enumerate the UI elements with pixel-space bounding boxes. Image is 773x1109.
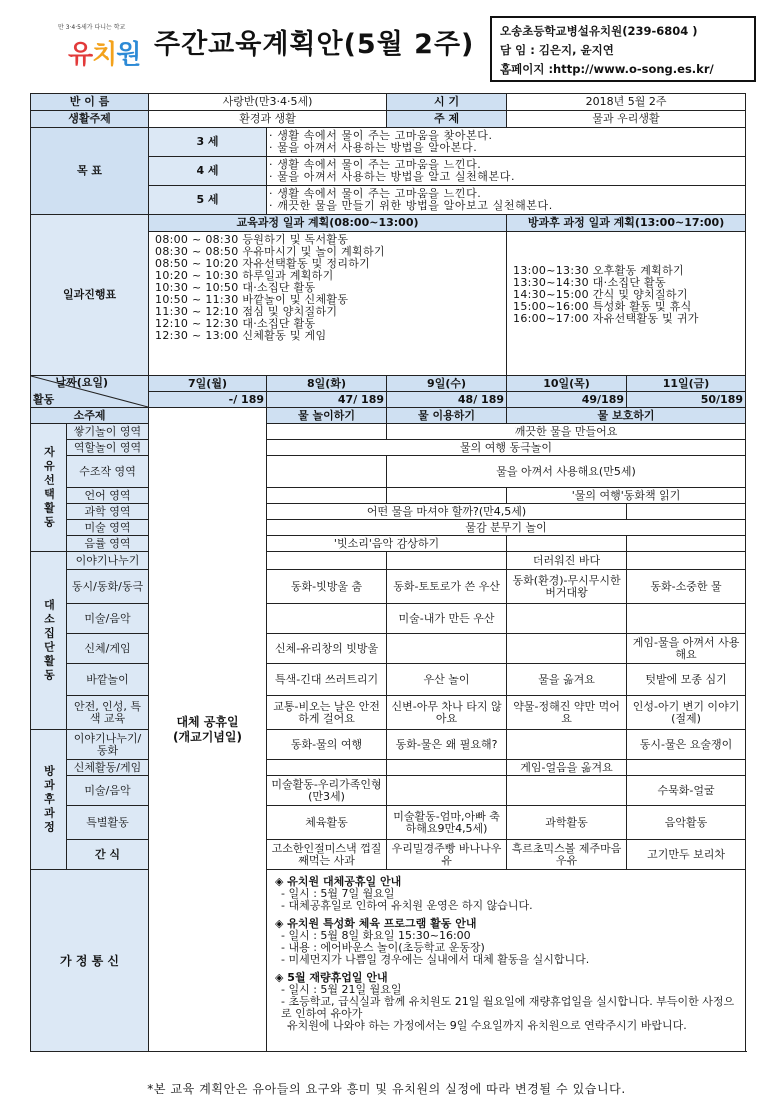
schedule-header-row xyxy=(31,215,746,232)
count-wed: 48/ 189 xyxy=(387,392,507,408)
notice-title-closure: ◈ 5월 재량휴업일 안내 xyxy=(275,971,388,984)
goal-age-3: 3 세 xyxy=(149,128,267,157)
snack-fri: 고기만두 보리차 xyxy=(627,840,746,870)
schedule-label: 일과진행표 xyxy=(31,215,149,376)
free-science-text: 어떤 물을 마셔야 할까?(만4,5세) xyxy=(267,504,627,520)
schedule-item: 13:00~13:30 오후활동 계획하기 xyxy=(513,264,684,277)
life-theme-value: 환경과 생활 xyxy=(149,111,387,128)
day-header-row xyxy=(31,376,746,392)
notice-label: 가 정 통 신 xyxy=(31,870,149,1052)
holiday-cell xyxy=(149,408,267,1052)
area-outdoor: 바깥놀이 xyxy=(67,664,149,696)
empty-cell xyxy=(387,488,507,504)
after-talk-tue: 동화-물의 여행 xyxy=(267,730,387,760)
empty-cell xyxy=(627,536,746,552)
talk-tue xyxy=(267,552,387,570)
count-mon: -/ 189 xyxy=(149,392,267,408)
physical-fri: 게임-물을 아껴서 사용해요 xyxy=(627,634,746,664)
area-after-art: 미술/음악 xyxy=(67,776,149,806)
notice-title-holiday: ◈ 유치원 대체공휴일 안내 xyxy=(275,875,402,888)
after-art-wed xyxy=(387,776,507,806)
outdoor-fri: 텃밭에 모종 심기 xyxy=(627,664,746,696)
free-row-math xyxy=(31,456,746,488)
notice-line: - 일시 : 5월 7일 월요일 xyxy=(281,887,395,900)
after-special-thu: 과학활동 xyxy=(507,806,627,840)
area-role: 역할놀이 영역 xyxy=(67,440,149,456)
safety-wed: 신변-아무 차나 타지 않아요 xyxy=(387,696,507,730)
after-art-thu xyxy=(507,776,627,806)
area-art: 미술 영역 xyxy=(67,520,149,536)
goal-line: · 생활 속에서 물이 주는 고마움을 느낀다. xyxy=(269,187,482,200)
school-name: 오송초등학교병설유치원(239-6804 ) xyxy=(500,24,698,38)
outdoor-wed: 우산 놀이 xyxy=(387,664,507,696)
after-physical-tue xyxy=(267,760,387,776)
logo-mark xyxy=(68,34,140,71)
schedule-item: 08:50 ~ 10:20 자유선택활동 및 정리하기 xyxy=(155,257,371,270)
area-block: 쌓기놀이 영역 xyxy=(67,424,149,440)
story-thu: 동화(환경)-무시무시한 버거대왕 xyxy=(507,570,627,604)
date-activity-corner xyxy=(31,376,149,408)
corner-date-label: 날짜(요일) xyxy=(55,376,109,389)
holiday-note: (개교기념일) xyxy=(173,729,242,744)
logo-char-3: 원 xyxy=(116,40,141,70)
after-school-label: 방과후과정 xyxy=(31,730,67,870)
logo-tagline: 만 3·4·5세가 다니는 학교 xyxy=(58,24,126,31)
page-title: 주간교육계획안(5월 2주) xyxy=(154,29,475,60)
after-art-fri: 수묵화-얼굴 xyxy=(627,776,746,806)
group-activity-label: 대소집단활동 xyxy=(31,552,67,730)
schedule-item: 08:30 ~ 08:50 우유마시기 및 놀이 계획하기 xyxy=(155,245,385,258)
day-mon: 7일(월) xyxy=(149,376,267,392)
after-physical-fri xyxy=(627,760,746,776)
schedule-item: 10:20 ~ 10:30 하루일과 계획하기 xyxy=(155,269,334,282)
area-music: 음률 영역 xyxy=(67,536,149,552)
notice-row xyxy=(31,870,746,1052)
story-fri: 동화-소중한 물 xyxy=(627,570,746,604)
after-row-art xyxy=(31,776,746,806)
weekly-plan-table xyxy=(30,93,746,1052)
page-header xyxy=(30,14,745,84)
free-row-role xyxy=(31,440,746,456)
group-row-talk xyxy=(31,552,746,570)
area-talk: 이야기나누기 xyxy=(67,552,149,570)
schedule-item: 10:50 ~ 11:30 바깥놀이 및 신체활동 xyxy=(155,293,349,306)
goal-text-5 xyxy=(267,186,746,215)
afternoon-schedule xyxy=(507,232,746,376)
free-row-block xyxy=(31,424,746,440)
area-safety: 안전, 인성, 특색 교육 xyxy=(67,696,149,730)
life-theme-label: 생활주제 xyxy=(31,111,149,128)
artmusic-thu xyxy=(507,604,627,634)
school-info-box xyxy=(490,16,756,82)
morning-schedule xyxy=(149,232,507,376)
period-label: 시 기 xyxy=(387,94,507,111)
safety-fri: 인성-아기 변기 이야기(절제) xyxy=(627,696,746,730)
goals-label: 목 표 xyxy=(31,128,149,215)
goal-row-3 xyxy=(31,128,746,157)
notice-line: - 내용 : 에어바운스 놀이(초등학교 운동장) xyxy=(281,941,485,954)
safety-thu: 약물-정해진 약만 먹어요 xyxy=(507,696,627,730)
free-role-text: 물의 여행 동극놀이 xyxy=(267,440,746,456)
notice-line: - 대체공휴일로 인하여 유치원 운영은 하지 않습니다. xyxy=(281,899,533,912)
goal-text-3 xyxy=(267,128,746,157)
afternoon-schedule-header: 방과후 과정 일과 계획(13:00~17:00) xyxy=(507,215,746,232)
schedule-item: 10:30 ~ 10:50 대·소집단 활동 xyxy=(155,281,316,294)
physical-thu xyxy=(507,634,627,664)
schedule-item: 16:00~17:00 자유선택활동 및 귀가 xyxy=(513,312,699,325)
notice-title-pe: ◈ 유치원 특성화 체육 프로그램 활동 안내 xyxy=(275,917,477,930)
schedule-item: 08:00 ~ 08:30 등원하기 및 독서활동 xyxy=(155,233,349,246)
teacher-names: 담 임 : 김은지, 윤지연 xyxy=(500,43,614,57)
area-physical: 신체/게임 xyxy=(67,634,149,664)
goal-text-4 xyxy=(267,157,746,186)
goal-line: · 생활 속에서 물이 주는 고마움을 느낀다. xyxy=(269,158,482,171)
snack-thu: 흑르초믹스볼 제주마음우유 xyxy=(507,840,627,870)
notice-line: - 초등학교, 급식실과 함께 유치원도 21일 월요일에 재량휴업일을 실시합니다. 부득이한 사정으로 인하여 유아가 xyxy=(281,995,735,1020)
free-math-text: 물을 아껴서 사용해요(만5세) xyxy=(387,456,746,488)
day-fri: 11일(금) xyxy=(627,376,746,392)
notice-line: - 일시 : 5월 8일 화요일 15:30~16:00 xyxy=(281,929,471,942)
story-tue: 동화-빗방울 춤 xyxy=(267,570,387,604)
count-thu: 49/189 xyxy=(507,392,627,408)
outdoor-thu: 물을 옮겨요 xyxy=(507,664,627,696)
subtheme-2: 물 이용하기 xyxy=(387,408,507,424)
outdoor-tue: 특색-긴대 쓰러트리기 xyxy=(267,664,387,696)
day-wed: 9일(수) xyxy=(387,376,507,392)
logo-char-2: 치 xyxy=(92,40,117,70)
subtheme-3: 물 보호하기 xyxy=(507,408,746,424)
schedule-item: 14:30~15:00 간식 및 양치질하기 xyxy=(513,288,688,301)
group-row-safety xyxy=(31,696,746,730)
free-row-music xyxy=(31,536,746,552)
goal-line: · 생활 속에서 물이 주는 고마움을 찾아본다. xyxy=(269,129,493,142)
group-row-outdoor xyxy=(31,664,746,696)
notice-line: - 일시 : 5월 21일 월요일 xyxy=(281,983,402,996)
subtheme-label: 소주제 xyxy=(31,408,149,424)
goal-line: · 물을 아껴서 사용하는 방법을 알아본다. xyxy=(269,141,478,154)
talk-fri xyxy=(627,552,746,570)
after-physical-thu: 게임-얼음을 옮겨요 xyxy=(507,760,627,776)
notice-content xyxy=(267,870,746,1052)
count-fri: 50/189 xyxy=(627,392,746,408)
group-row-artmusic xyxy=(31,604,746,634)
artmusic-tue xyxy=(267,604,387,634)
talk-wed xyxy=(387,552,507,570)
theme-value: 물과 우리생활 xyxy=(507,111,746,128)
empty-cell xyxy=(627,504,746,520)
notice-line: - 미세먼지가 나쁨일 경우에는 실내에서 대체 활동을 실시합니다. xyxy=(281,953,590,966)
physical-tue: 신체-유리창의 빗방울 xyxy=(267,634,387,664)
empty-cell xyxy=(267,456,387,488)
artmusic-fri xyxy=(627,604,746,634)
goal-age-4: 4 세 xyxy=(149,157,267,186)
physical-wed xyxy=(387,634,507,664)
empty-cell xyxy=(507,536,627,552)
safety-tue: 교통-비오는 날은 안전하게 걸어요 xyxy=(267,696,387,730)
free-block-text: 깨끗한 물을 만들어요 xyxy=(387,424,746,440)
logo-char-1: 유 xyxy=(68,40,93,70)
notice-line: 유치원에 나와야 하는 가정에서는 9일 수요일까지 유치원으로 연락주시기 바랍니다. xyxy=(287,1019,687,1032)
after-row-special xyxy=(31,806,746,840)
after-physical-wed xyxy=(387,760,507,776)
area-math: 수조작 영역 xyxy=(67,456,149,488)
area-after-talk: 이야기나누기/동화 xyxy=(67,730,149,760)
area-artmusic: 미술/음악 xyxy=(67,604,149,634)
artmusic-wed: 미술-내가 만든 우산 xyxy=(387,604,507,634)
free-language-text: '물의 여행'동화책 읽기 xyxy=(507,488,746,504)
holiday-title: 대체 공휴일 xyxy=(176,714,239,729)
kindergarten-logo xyxy=(58,20,154,78)
area-language: 언어 영역 xyxy=(67,488,149,504)
theme-label: 주 제 xyxy=(387,111,507,128)
homepage-link[interactable]: 홈페이지 :http://www.o-song.es.kr/ xyxy=(500,62,714,76)
snack-wed: 우리밀경주빵 바나나우유 xyxy=(387,840,507,870)
free-music-text: '빗소리'음악 감상하기 xyxy=(267,536,507,552)
corner-activity-label: 활동 xyxy=(33,393,55,406)
period-value: 2018년 5월 2주 xyxy=(507,94,746,111)
area-story: 동시/동화/동극 xyxy=(67,570,149,604)
talk-thu: 더러워진 바다 xyxy=(507,552,627,570)
class-info-row xyxy=(31,94,746,111)
after-row-snack xyxy=(31,840,746,870)
day-tue: 8일(화) xyxy=(267,376,387,392)
snack-tue: 고소한인절미스낵 껍질째먹는 사과 xyxy=(267,840,387,870)
after-row-physical xyxy=(31,760,746,776)
goal-age-5: 5 세 xyxy=(149,186,267,215)
day-thu: 10일(목) xyxy=(507,376,627,392)
after-art-tue: 미술활동-우리가족인형(만3세) xyxy=(267,776,387,806)
goal-line: · 물을 아껴서 사용하는 방법을 알고 실천해본다. xyxy=(269,170,516,183)
after-special-wed: 미술활동-엄마,아빠 축하해요9만4,5세) xyxy=(387,806,507,840)
schedule-item: 15:00~16:00 특성화 활동 및 휴식 xyxy=(513,300,692,313)
area-after-special: 특별활동 xyxy=(67,806,149,840)
free-row-language xyxy=(31,488,746,504)
morning-schedule-header: 교육과정 일과 계획(08:00~13:00) xyxy=(149,215,507,232)
footer-note: *본 교육 계획안은 유아들의 요구와 흥미 및 유치원의 실정에 따라 변경될 수 있습니다. xyxy=(147,1082,626,1096)
subtheme-row xyxy=(31,408,746,424)
schedule-item: 11:30 ~ 12:10 점심 및 양치질하기 xyxy=(155,305,338,318)
after-special-tue: 체육활동 xyxy=(267,806,387,840)
theme-row xyxy=(31,111,746,128)
goal-line: · 깨끗한 물을 만들기 위한 방법을 알아보고 실천해본다. xyxy=(269,199,553,212)
group-row-physical xyxy=(31,634,746,664)
story-wed: 동화-토토로가 쓴 우산 xyxy=(387,570,507,604)
empty-cell xyxy=(267,424,387,440)
schedule-item: 12:30 ~ 13:00 신체활동 및 게임 xyxy=(155,329,327,342)
area-after-snack: 간 식 xyxy=(67,840,149,870)
class-label: 반 이 름 xyxy=(31,94,149,111)
free-row-science xyxy=(31,504,746,520)
free-art-text: 물감 분무기 놀이 xyxy=(267,520,746,536)
after-special-fri: 음악활동 xyxy=(627,806,746,840)
after-talk-thu xyxy=(507,730,627,760)
count-tue: 47/ 189 xyxy=(267,392,387,408)
class-value: 사랑반(만3·4·5세) xyxy=(149,94,387,111)
area-science: 과학 영역 xyxy=(67,504,149,520)
after-talk-fri: 동시-물은 요술쟁이 xyxy=(627,730,746,760)
schedule-item: 12:10 ~ 12:30 대·소집단 활동 xyxy=(155,317,316,330)
group-row-story xyxy=(31,570,746,604)
area-after-physical: 신체활동/게임 xyxy=(67,760,149,776)
subtheme-1: 물 놀이하기 xyxy=(267,408,387,424)
free-choice-group-label: 자유선택활동 xyxy=(31,424,67,552)
free-row-art xyxy=(31,520,746,536)
empty-cell xyxy=(267,488,387,504)
schedule-item: 13:30~14:30 대·소집단 활동 xyxy=(513,276,666,289)
after-row-talk xyxy=(31,730,746,760)
after-talk-wed: 동화-물은 왜 필요해? xyxy=(387,730,507,760)
